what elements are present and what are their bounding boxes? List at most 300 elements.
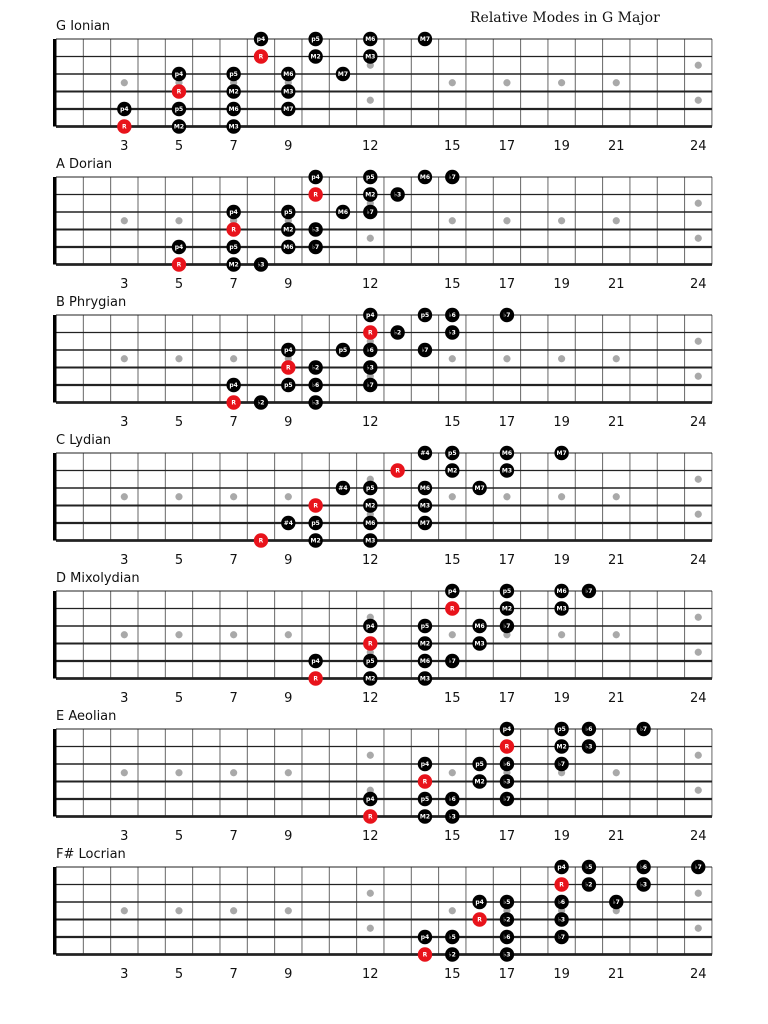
root-note [172,84,186,98]
note-label: p5 [174,106,184,114]
mode-title: A Dorian [56,157,113,172]
root-note [363,325,377,339]
fret-inlay-dot [695,614,702,621]
fret-inlay-dot [503,355,510,362]
note-label: p4 [174,244,184,252]
note-label: p4 [229,382,238,390]
scale-note [500,446,514,460]
note-label: ♭7 [366,209,374,217]
fret-number-label: 3 [120,967,129,982]
note-label: R [313,675,318,683]
note-label: M2 [365,191,376,199]
scale-note [308,240,322,254]
root-note [390,463,404,477]
scale-note [226,257,240,271]
scale-note [363,533,377,547]
scale-note [554,930,568,944]
note-label: ♭3 [448,329,456,337]
note-label: p4 [174,71,184,79]
note-label: ♭3 [394,191,402,199]
note-label: M3 [419,502,431,510]
note-label: p4 [557,864,566,872]
fret-number-label: 3 [120,139,129,154]
scale-note [281,516,295,530]
fret-number-label: 19 [553,415,570,430]
fret-number-label: 21 [607,967,625,982]
nut [53,315,57,403]
fret-number-label: 3 [120,829,129,844]
note-label: ♭7 [558,761,566,769]
fret-number-label: 3 [120,553,129,568]
scale-note [226,240,240,254]
note-label: R [477,916,482,924]
note-label: ♭6 [585,726,593,734]
scale-note [500,619,514,633]
note-label: ♭6 [366,347,374,355]
scale-note [308,654,322,668]
fret-number-label: 17 [498,139,516,154]
scale-note [226,378,240,392]
nut [53,591,57,679]
fret-inlay-dot [613,493,620,500]
root-note [254,49,268,63]
fret-number-label: 21 [607,829,625,844]
note-label: ♭3 [312,399,320,407]
fret-number-label: 5 [174,691,184,706]
note-label: M3 [365,537,376,545]
scale-note [281,102,295,116]
note-label: ♭7 [503,796,511,804]
fret-number-label: 3 [120,415,129,430]
note-label: ♭7 [421,347,429,355]
fret-inlay-dot [695,97,702,104]
scale-note [554,722,568,736]
scale-note [363,498,377,512]
fret-number-label: 21 [607,691,625,706]
scale-note [445,792,459,806]
scale-note [582,722,596,736]
note-label: p4 [420,761,430,769]
note-label: M6 [419,174,431,182]
note-label: M7 [474,485,485,493]
note-label: p5 [420,623,430,631]
fret-number-label: 9 [284,277,293,292]
note-label: ♭7 [503,623,511,631]
scale-note [363,360,377,374]
scale-note [418,757,432,771]
fret-inlay-dot [367,890,374,897]
note-label: M2 [283,226,294,234]
fret-inlay-dot [558,631,565,638]
note-label: p5 [366,485,375,493]
mode-title: G Ionian [56,19,111,34]
fret-number-label: 5 [174,967,184,982]
scale-note [418,498,432,512]
fret-number-label: 12 [362,553,379,568]
fret-inlay-dot [175,493,182,500]
root-note [363,809,377,823]
note-label: ♭7 [448,658,456,666]
fret-inlay-dot [449,907,456,914]
fret-inlay-dot [121,907,128,914]
scale-note [636,722,650,736]
note-label: p4 [120,106,129,114]
fret-number-label: 7 [229,415,238,430]
root-note [308,498,322,512]
scale-note [281,84,295,98]
fret-inlay-dot [121,79,128,86]
fret-inlay-dot [121,493,128,500]
fret-inlay-dot [558,79,565,86]
fret-number-label: 15 [444,691,461,706]
note-label: R [176,88,182,96]
scale-note [363,49,377,63]
fret-inlay-dot [285,493,292,500]
scale-note [582,877,596,891]
note-label: M7 [556,450,567,458]
fret-inlay-dot [121,355,128,362]
scale-note [418,32,432,46]
note-label: p4 [475,899,484,907]
note-label: M2 [447,467,458,475]
note-label: R [231,226,236,234]
note-label: R [367,813,373,821]
note-label: p5 [475,761,484,769]
fret-inlay-dot [695,890,702,897]
note-label: #4 [283,520,293,528]
fret-inlay-dot [613,769,620,776]
note-label: R [422,778,428,786]
note-label: ♭6 [503,934,511,942]
fret-number-label: 5 [174,139,184,154]
root-note [308,187,322,201]
page-title: Relative Modes in G Major [470,10,660,26]
note-label: p5 [284,209,293,217]
note-label: p5 [338,347,348,355]
note-label: p4 [366,312,375,320]
scale-note [363,481,377,495]
scale-note [418,930,432,944]
fret-number-label: 19 [553,139,570,154]
fret-inlay-dot [695,925,702,932]
scale-note [500,774,514,788]
fret-number-label: 24 [689,829,707,844]
fret-number-label: 7 [229,829,238,844]
note-label: M7 [337,71,349,79]
scale-note [500,584,514,598]
fret-number-label: 7 [229,691,238,706]
note-label: ♭5 [448,934,456,942]
scale-note [172,67,186,81]
scale-note [281,205,295,219]
fret-inlay-dot [367,925,374,932]
note-label: M2 [556,743,567,751]
scale-note [172,102,186,116]
fret-number-label: 15 [444,553,461,568]
fret-number-label: 7 [229,553,238,568]
note-label: R [258,53,264,61]
note-label: ♭3 [257,261,265,269]
note-label: ♭6 [503,761,511,769]
root-note [554,877,568,891]
scale-note [418,809,432,823]
scale-note [226,102,240,116]
scale-note [363,619,377,633]
scale-note [281,240,295,254]
scale-note [554,912,568,926]
note-label: M7 [419,36,431,44]
fret-inlay-dot [613,217,620,224]
scale-note [445,446,459,460]
scale-note [308,360,322,374]
scale-note [554,860,568,874]
fret-inlay-dot [695,787,702,794]
fret-number-label: 15 [444,277,461,292]
fret-number-label: 5 [174,277,184,292]
scale-note [691,860,705,874]
fret-number-label: 7 [229,139,238,154]
scale-note [554,584,568,598]
scale-note [472,895,486,909]
fret-inlay-dot [449,217,456,224]
fret-number-label: 24 [689,139,707,154]
scale-note [308,49,322,63]
scale-note [445,809,459,823]
note-label: ♭7 [366,382,374,390]
fret-number-label: 12 [362,139,379,154]
note-label: R [258,537,264,545]
fret-number-label: 12 [362,967,379,982]
root-note [254,533,268,547]
fret-number-label: 24 [689,691,707,706]
scale-note [554,446,568,460]
note-label: p5 [311,520,320,528]
scale-note [636,860,650,874]
note-label: ♭3 [503,951,511,959]
note-label: p4 [311,658,320,666]
note-label: R [449,605,455,613]
fret-number-label: 12 [362,691,379,706]
scale-note [281,222,295,236]
scale-note [363,343,377,357]
note-label: ♭7 [585,588,593,596]
fret-inlay-dot [503,79,510,86]
fret-inlay-dot [449,79,456,86]
note-label: M2 [474,778,485,786]
note-label: ♭6 [448,312,456,320]
fret-inlay-dot [449,355,456,362]
root-note [363,636,377,650]
fret-number-label: 24 [689,415,707,430]
note-label: p5 [557,726,566,734]
fret-inlay-dot [695,200,702,207]
scale-note [308,395,322,409]
root-note [500,739,514,753]
scale-note [472,636,486,650]
fret-inlay-dot [695,511,702,518]
note-label: p4 [256,36,266,44]
fret-inlay-dot [121,631,128,638]
note-label: R [231,399,236,407]
scale-note [500,601,514,615]
note-label: ♭2 [312,364,320,372]
fret-number-label: 17 [498,277,516,292]
note-label: M7 [283,106,294,114]
fret-number-label: 17 [498,967,516,982]
fret-number-label: 5 [174,553,184,568]
note-label: p5 [311,36,320,44]
scale-note [226,119,240,133]
scale-note [445,584,459,598]
note-label: ♭3 [640,881,648,889]
note-label: p4 [366,796,375,804]
note-label: R [313,191,318,199]
note-label: M3 [228,123,239,131]
nut [53,729,57,817]
fret-inlay-dot [695,235,702,242]
fret-number-label: 9 [284,553,293,568]
fret-number-label: 12 [362,415,379,430]
mode-fretboard [53,157,712,292]
note-label: ♭3 [366,364,374,372]
fret-inlay-dot [175,217,182,224]
note-label: M6 [419,658,431,666]
note-label: M3 [474,640,485,648]
note-label: M6 [556,588,567,596]
note-label: #4 [338,485,348,493]
note-label: ♭2 [257,399,265,407]
fret-inlay-dot [175,355,182,362]
scale-note [636,877,650,891]
root-note [281,360,295,374]
scale-note [117,102,131,116]
note-label: M2 [228,261,239,269]
fret-number-label: 24 [689,553,707,568]
mode-title: E Aeolian [56,709,117,724]
mode-fretboard [53,571,712,706]
note-label: R [313,502,318,510]
note-label: ♭7 [694,864,702,872]
scale-note [281,67,295,81]
root-note [117,119,131,133]
scale-note [363,516,377,530]
scale-note [472,481,486,495]
note-label: M2 [228,88,239,96]
fret-number-label: 21 [607,553,625,568]
fret-inlay-dot [230,907,237,914]
note-label: M2 [419,813,431,821]
note-label: ♭7 [312,244,320,252]
scale-note [308,32,322,46]
fret-inlay-dot [695,649,702,656]
note-label: M2 [310,53,321,61]
scale-note [418,170,432,184]
scale-note [254,257,268,271]
note-label: M6 [474,623,485,631]
scale-note [582,739,596,753]
root-note [226,222,240,236]
scale-note [418,792,432,806]
scale-note [609,895,623,909]
note-label: p4 [448,588,457,596]
note-label: #4 [420,450,430,458]
note-label: M2 [419,640,431,648]
fret-inlay-dot [121,217,128,224]
scale-note [308,533,322,547]
scale-note [418,481,432,495]
fret-number-label: 24 [689,277,707,292]
fret-inlay-dot [230,769,237,776]
scale-note [418,516,432,530]
fret-number-label: 19 [553,967,570,982]
scale-note [418,343,432,357]
scale-note [172,119,186,133]
note-label: ♭5 [503,899,511,907]
note-label: M2 [365,502,376,510]
scale-note [281,378,295,392]
nut [53,39,57,127]
note-label: M6 [283,244,294,252]
note-label: ♭3 [503,778,511,786]
scale-note [308,222,322,236]
scale-note [363,792,377,806]
note-label: p5 [366,174,375,182]
fret-inlay-dot [449,769,456,776]
scale-note [445,930,459,944]
note-label: R [367,329,373,337]
note-label: M3 [556,605,567,613]
note-label: M2 [365,675,376,683]
fret-inlay-dot [449,631,456,638]
note-label: M6 [365,520,376,528]
note-label: ♭7 [448,174,456,182]
mode-title: D Mixolydian [56,571,140,586]
fret-number-label: 9 [284,139,293,154]
fret-inlay-dot [230,631,237,638]
scale-note [281,343,295,357]
scale-note [226,205,240,219]
fret-inlay-dot [285,907,292,914]
scale-note [172,240,186,254]
fret-inlay-dot [613,631,620,638]
note-label: p4 [284,347,293,355]
nut [53,867,57,955]
scale-note [554,739,568,753]
fret-inlay-dot [558,493,565,500]
fret-number-label: 19 [553,553,570,568]
scale-note [418,654,432,668]
scale-note [363,170,377,184]
fret-number-label: 9 [284,691,293,706]
note-label: R [559,881,564,889]
fret-number-label: 3 [120,277,129,292]
scale-note [308,170,322,184]
note-label: ♭7 [503,312,511,320]
fret-number-label: 7 [229,277,238,292]
note-label: p4 [311,174,320,182]
note-label: M2 [501,605,513,613]
note-label: M6 [419,485,431,493]
note-label: M3 [365,53,376,61]
fret-inlay-dot [695,338,702,345]
fret-number-label: 15 [444,829,461,844]
note-label: p5 [229,71,238,79]
root-note [418,947,432,961]
scale-note [336,481,350,495]
scale-note [445,325,459,339]
fret-inlay-dot [175,907,182,914]
fret-inlay-dot [230,355,237,362]
